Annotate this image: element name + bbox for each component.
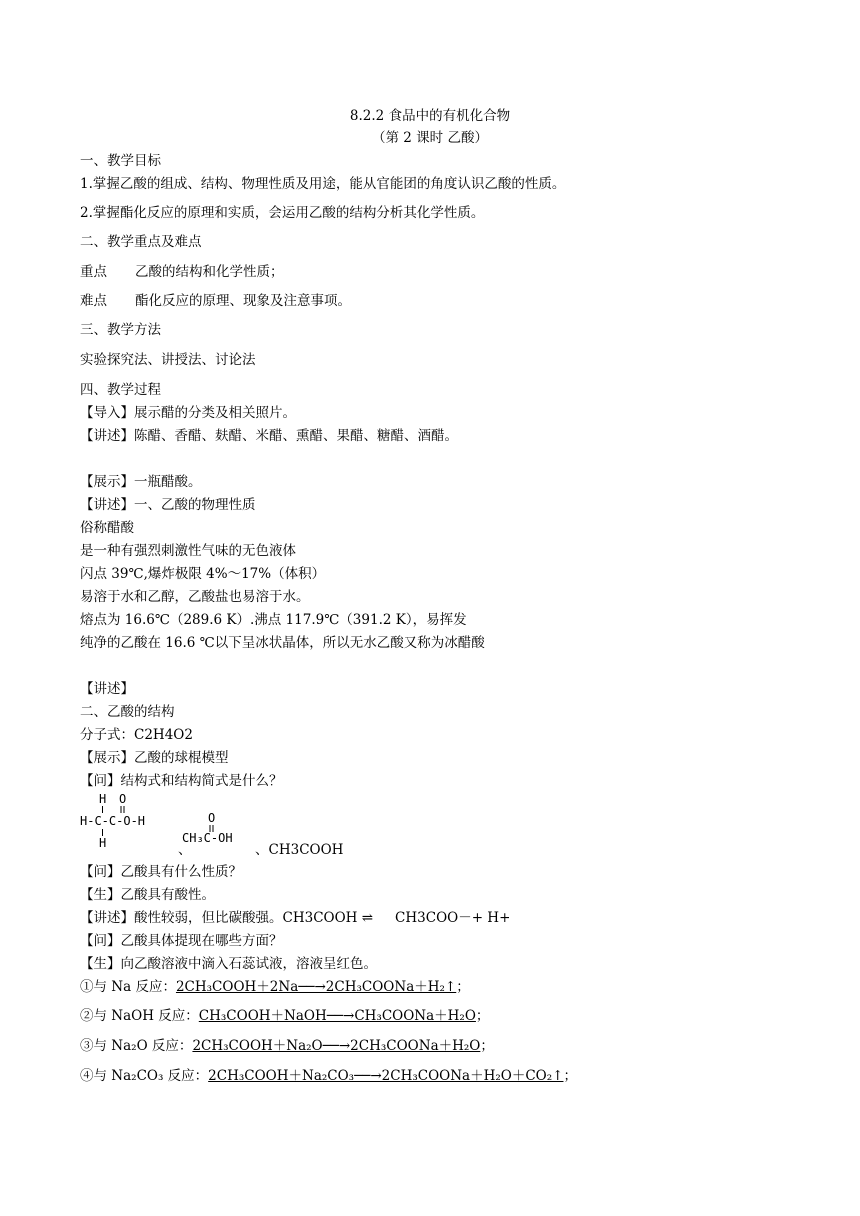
reaction-line-3: ③与 Na₂O 反应：2CH₃COOH＋Na₂O──→2CH₃COONa＋H₂O；	[80, 1038, 494, 1054]
reaction-line-4: ④与 Na₂CO₃ 反应：2CH₃COOH＋Na₂CO₃──→2CH₃COONa＋H₂O＋CO₂↑；	[80, 1068, 577, 1084]
difficult-point-line	[80, 291, 351, 311]
struct-o-top: O	[119, 792, 127, 806]
struct-separator: 、	[178, 842, 192, 858]
cond-chain: CH₃C-OH	[182, 831, 233, 845]
reaction-label: ②与 NaOH 反应：	[80, 1008, 199, 1024]
reaction-line-2: ②与 NaOH 反应：CH₃COOH＋NaOH──→CH₃COONa＋H₂O；	[80, 1008, 490, 1024]
reaction-equation: 2CH₃COOH＋Na₂CO₃──→2CH₃COONa＋H₂O＋CO₂↑	[208, 1068, 564, 1084]
phys-line-6: 纯净的乙酸在 16.6 ℃以下呈冰状晶体，所以无水乙酸又称为冰醋酸	[80, 635, 485, 651]
molecular-formula: 分子式：C2H4O2	[80, 727, 193, 743]
method-heading: 三、教学方法	[80, 322, 161, 338]
struct-h-bottom: H	[99, 836, 107, 848]
reaction-line-1: ①与 Na 反应：2CH₃COOH＋2Na──→2CH₃COONa＋H₂↑；	[80, 979, 470, 995]
reaction-label: ①与 Na 反应：	[80, 979, 176, 995]
struct-heading: 二、乙酸的结构	[80, 704, 175, 720]
method-text: 实验探究法、讲授法、讨论法	[80, 352, 256, 368]
reaction-equation: 2CH₃COOH＋Na₂O──→2CH₃COONa＋H₂O	[192, 1038, 481, 1054]
talk-line-4-a: 【讲述】酸性较弱，但比碳酸强。CH3COOH ⇌	[80, 910, 374, 926]
talk-line-4	[80, 908, 510, 928]
struct-chain: H-C-C-O-H	[80, 814, 146, 828]
talk-line-3: 【讲述】	[80, 681, 134, 697]
show-line-2: 【展示】乙酸的球棍模型	[80, 750, 229, 766]
key-text: 乙酸的结构和化学性质；	[135, 264, 284, 280]
difficult-label: 难点	[80, 293, 107, 309]
talk-line-4-b: CH3COO－+ H+	[395, 910, 511, 926]
show-line-1: 【展示】一瓶醋酸。	[80, 474, 202, 490]
process-heading: 四、教学过程	[80, 382, 161, 398]
talk-line-2: 【讲述】一、乙酸的物理性质	[80, 497, 256, 513]
reaction-equation: CH₃COOH＋NaOH──→CH₃COONa＋H₂O	[198, 1008, 476, 1024]
struct-h-top: H	[99, 792, 107, 806]
student-line-1: 【生】乙酸具有酸性。	[80, 887, 215, 903]
talk-line-1: 【讲述】陈醋、香醋、麸醋、米醋、熏醋、果醋、糖醋、酒醋。	[80, 428, 458, 444]
document-subtitle: （第 2 课时 乙酸）	[372, 130, 488, 146]
intro-line: 【导入】展示醋的分类及相关照片。	[80, 405, 296, 421]
ask-line-3: 【问】乙酸具体提现在哪些方面？	[80, 933, 283, 949]
document-title: 8.2.2 食品中的有机化合物	[349, 108, 511, 124]
ask-line-2: 【问】乙酸具有什么性质？	[80, 864, 242, 880]
phys-line-2: 是一种有强烈刺激性气味的无色液体	[80, 543, 296, 559]
key-label: 重点	[80, 264, 107, 280]
reaction-label: ③与 Na₂O 反应：	[80, 1038, 193, 1054]
key-point-line	[80, 262, 284, 282]
phys-line-4: 易溶于水和乙醇，乙酸盐也易溶于水。	[80, 589, 310, 605]
reaction-equation: 2CH₃COOH＋2Na──→2CH₃COONa＋H₂↑	[175, 979, 457, 995]
reaction-label: ④与 Na₂CO₃ 反应：	[80, 1068, 209, 1084]
cond-o: O	[208, 811, 216, 825]
struct-simple-formula: 、CH3COOH	[255, 842, 344, 858]
phys-line-1: 俗称醋酸	[80, 520, 134, 536]
ask-line-1: 【问】结构式和结构简式是什么？	[80, 773, 283, 789]
phys-line-3: 闪点 39℃,爆炸极限 4%～17%（体积）	[80, 566, 326, 582]
student-line-2: 【生】向乙酸溶液中滴入石蕊试液，溶液呈红色。	[80, 956, 377, 972]
goal-2: 2.掌握酯化反应的原理和实质，会运用乙酸的结构分析其化学性质。	[80, 205, 485, 221]
difficult-text: 酯化反应的原理、现象及注意事项。	[135, 293, 351, 309]
goal-1: 1.掌握乙酸的组成、结构、物理性质及用途，能从官能团的角度认识乙酸的性质。	[80, 176, 566, 192]
goals-heading: 一、教学目标	[80, 153, 161, 169]
phys-line-5: 熔点为 16.6℃（289.6 K）.沸点 117.9℃（391.2 K），易挥发	[80, 612, 467, 628]
key-heading: 二、教学重点及难点	[80, 234, 202, 250]
